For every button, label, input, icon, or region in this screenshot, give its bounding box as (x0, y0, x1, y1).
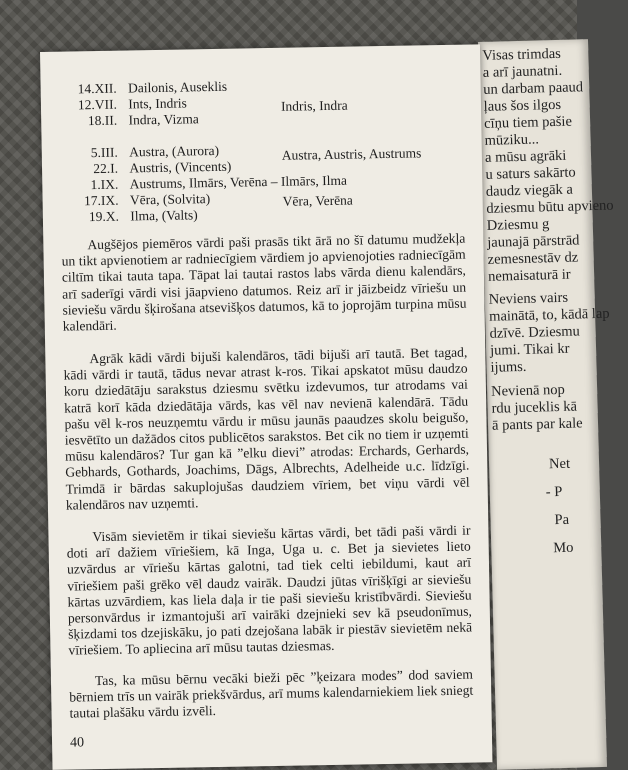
entry-date: 22.I. (93, 160, 119, 177)
entry-date: 5.III. (90, 144, 118, 161)
entry-date: 12.VII. (77, 96, 118, 113)
facing-line: cīņu tiem pašie (483, 113, 573, 132)
entry-names: Austris, (Vincents) (129, 158, 232, 176)
facing-line: Visas trimdas (482, 45, 562, 64)
facing-line: a arī jaunatni. (482, 62, 563, 81)
name-entry (67, 79, 228, 98)
facing-line: dziesmu būtu apvieno (486, 197, 614, 217)
facing-line: Dziesmu g (486, 216, 550, 234)
entry-names: Austrums, Ilmārs, Verēna – Ilmārs, Ilma (129, 172, 347, 192)
paragraph-text: Augšējos piemēros vārdi paši prasās tikt ārā no šī datumu mudžekļa un tikt apvienotiem ar radniecīgiem vārdiem jo apvienojoties radniecīgām ciltīm tikai tauta tapa. Tāpat lai tautai rastos labs vārda dienu kalendārs, arī saderīgi vārdi visi jāapvieno datumos. Reiz arī ir jāizbeidz vīriešu un sieviešu vārdu šķirošana atsevišķos datumos, kā to joprojām turpina mūsu kalendāri. (61, 230, 467, 334)
entry-names: Austra, (Aurora) (129, 142, 220, 160)
facing-line: mainātā, to, kādā lap (488, 305, 610, 325)
facing-line: Pa (554, 511, 570, 529)
entry-date: 1.IX. (90, 176, 119, 193)
entry-date: 19.X. (88, 208, 120, 225)
facing-line: - P (545, 483, 563, 501)
body-paragraph (63, 345, 470, 514)
facing-line: u saturs sakārto (485, 164, 576, 183)
facing-line: mūziku... (484, 131, 540, 149)
paragraph-text: Tas, ka mūsu bērnu vecāki bieži pēc ”ķeizara modes” dod saviem bērniem trīs un vairāk priekšvārdus, arī mums kalendarniekiem liek sniegt tautai plašāku vārdu izvēli. (69, 666, 474, 721)
book-page (40, 44, 492, 770)
facing-page (478, 39, 614, 770)
entry-names: Dailonis, Auseklis (127, 78, 228, 96)
facing-line: a mūsu agrāki (484, 147, 567, 166)
name-entry (69, 207, 198, 225)
body-paragraph (66, 523, 472, 660)
paragraph-text: Agrāk kādi vārdi bijuši kalendāros, tādi bijuši arī tautā. Bet tagad, kādi vārdi ir tautā, tādus nevar atrast k-ros. Tikai apskatot mūsu daudzo koru dziedātāju sarakstus dziesmu svētku izdevumos, tur atrodams vai katrā korī kāda dziedātāja vārds, kas vēl nav nevienā kalendārā. Tādu pašu vēl k-ros neuzņemtu vārdu ir mūsu jaunās paaudzes skolu beigušo, iesvētīto un dažādos citos publicētos sarakstos. Bet cik no tiem ir uzņemti mūsu kalendāros? Tur gan kā ”elku dievi” atrodas: Erchards, Gerhards, Gebhards, Gothards, Joachims, Dāgs, Albrechts, Adelheide u.c. līdzīgi. Trimdā ir bārdas sakuplojušas daudziem vīriem, bet viņu vārdi vēl kalendāros nav uzņemti. (63, 344, 470, 513)
facing-line: un darbam paaud (483, 79, 584, 98)
facing-line: daudz viegāk a (485, 181, 574, 200)
facing-line: nemaisaturā ir (487, 266, 571, 285)
facing-line: dzīvē. Dziesmu (489, 323, 581, 342)
name-variant: Austra, Austris, Austrums (281, 145, 422, 163)
entry-names: Indra, Vizma (128, 111, 199, 128)
entry-date: 14.XII. (77, 80, 117, 97)
name-variant: Indris, Indra (280, 97, 348, 114)
facing-line: ā pants par kale (491, 415, 583, 434)
entry-names: Ilma, (Valts) (130, 207, 198, 224)
entry-names: Vēra, (Solvita) (129, 191, 211, 208)
facing-line: jaunajā pārstrād (487, 232, 580, 251)
facing-line: zemesnestāv dz (487, 249, 579, 268)
facing-line: rdu juceklis kā (491, 398, 578, 417)
entry-date: 18.II. (87, 112, 118, 129)
paragraph-text: Visām sievietēm ir tikai sieviešu kārtas vārdi, bet tādi paši vārdi ir doti arī dažiem vīriešiem, kā Inga, Uga u. c. Bet ja sievietes lieto uzvārdus ar vīriešu kārtas galotni, tad tiek celti iebildumi, kaut arī vīriešiem paši grēko vēl daudz vairāk. Daudzi jūtas vīrišķīgi ar sieviešu kārtas uzvārdiem, kas liela daļa ir tie paši sieviešu kristībvārdi. Sieviešu personvārdus ir izmantojuši arī vairāki dzejnieki sev kā pseudonīmus, šķizdami tos dzejiskāku, jo pati dzejošana labāk ir piestāv sievietēm nekā vīriešiem. To apliecina arī mūsu tautas dziesmas. (66, 522, 473, 659)
name-variant: Vēra, Verēna (282, 192, 353, 209)
page-number: 40 (69, 735, 85, 751)
entry-names: Ints, Indris (128, 95, 187, 112)
body-paragraph (61, 231, 467, 335)
facing-line: Mo (553, 539, 574, 557)
facing-line: jumi. Tikai kr (489, 340, 570, 359)
facing-line: Nevienā nop (490, 381, 566, 400)
facing-line: ļaus šos ilgos (483, 96, 562, 115)
name-entry (67, 111, 199, 129)
facing-line: Neviens vairs (488, 289, 569, 308)
facing-line: ijums. (490, 358, 527, 376)
body-paragraph (69, 667, 474, 723)
facing-line: Net (548, 455, 571, 473)
entry-date: 17.IX. (83, 192, 119, 209)
